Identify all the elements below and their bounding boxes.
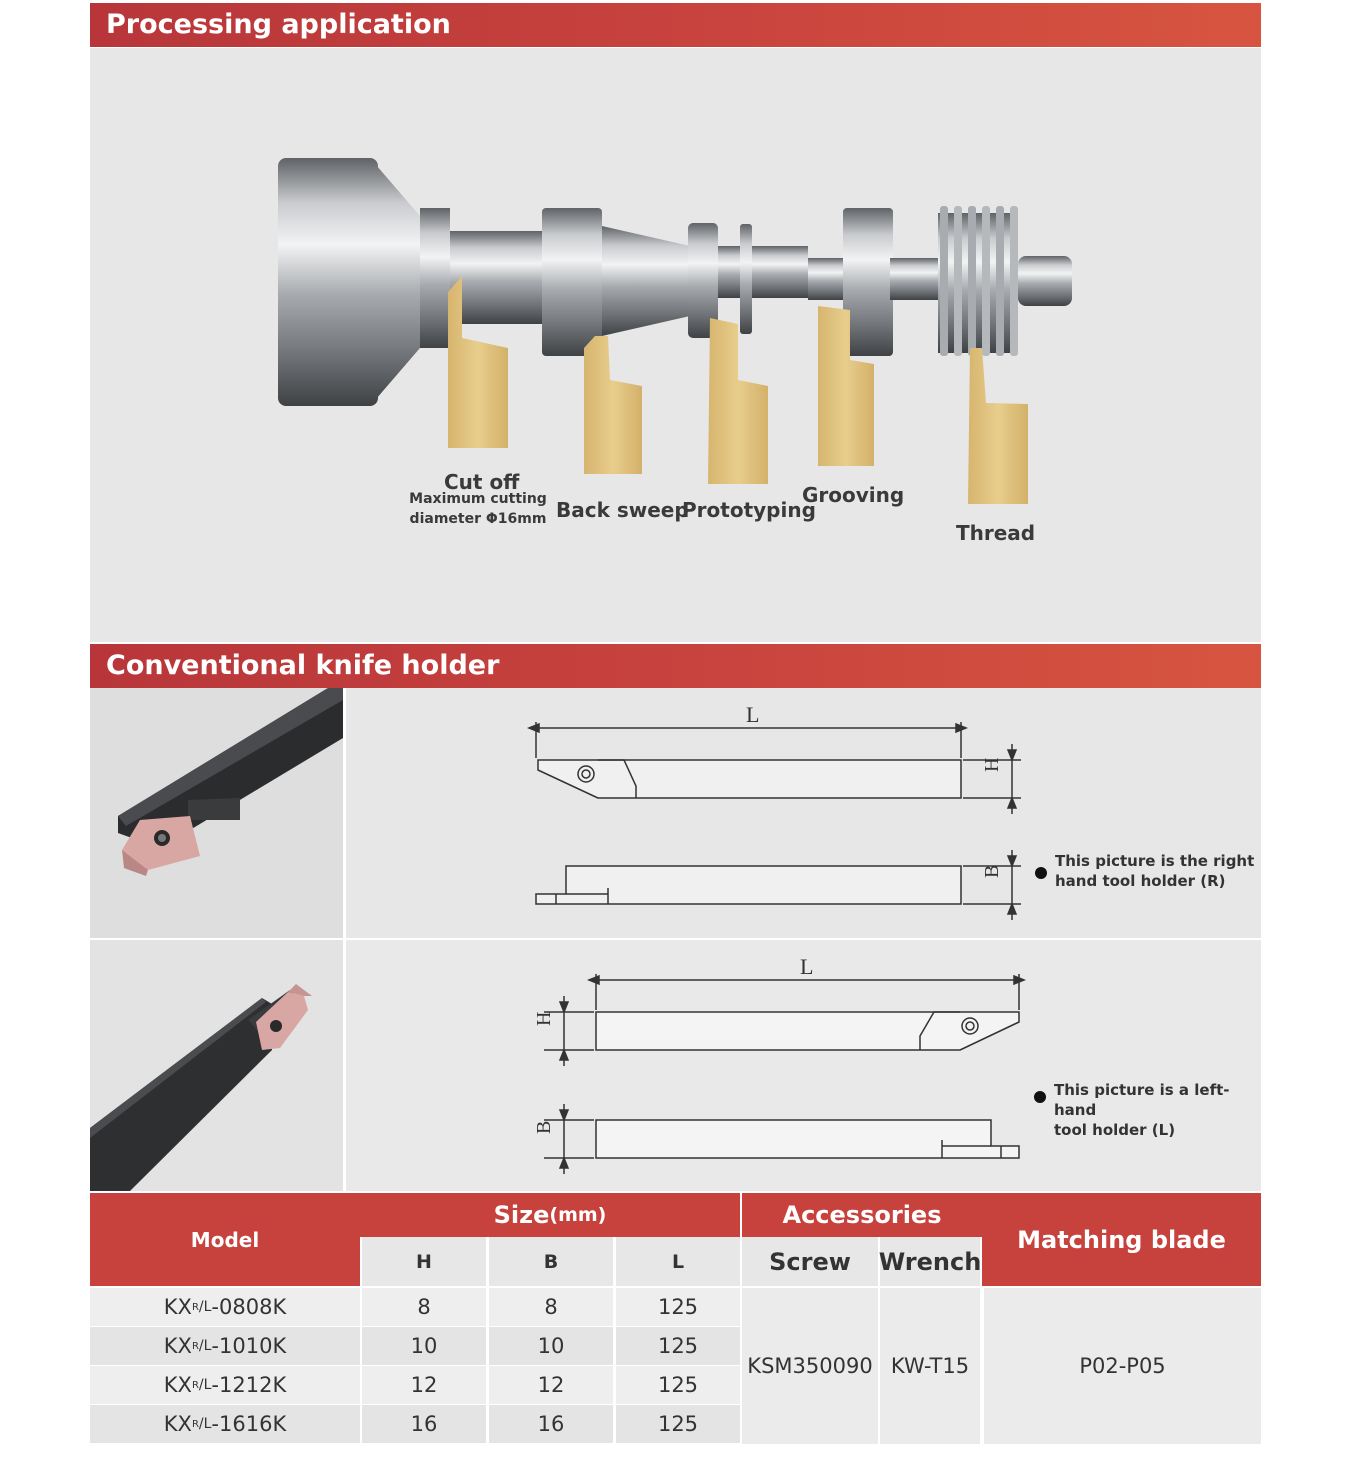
model-cell — [90, 1405, 360, 1443]
matching-blade-header: Matching blade — [982, 1193, 1261, 1286]
right-dim-b: B — [981, 864, 1003, 878]
right-note-bullet — [1035, 867, 1047, 879]
size-l-cell: 125 — [616, 1405, 740, 1443]
model-suffix: -1010K — [211, 1334, 287, 1358]
model-hand-sep: /L — [198, 1416, 212, 1432]
model-prefix: KX — [163, 1412, 192, 1436]
col-b-header: B — [489, 1237, 613, 1286]
size-header — [360, 1193, 740, 1237]
cut-off-note-line-2: diameter Φ16mm — [409, 511, 547, 527]
processing-illustration — [90, 48, 1261, 642]
left-note-line-1: This picture is a left-hand — [1054, 1081, 1230, 1119]
left-holder-note — [1054, 1080, 1261, 1140]
right-holder-diagram — [346, 688, 1261, 938]
left-dim-h: H — [533, 1011, 555, 1026]
left-note-bullet — [1034, 1091, 1046, 1103]
processing-application-title: Processing application — [90, 3, 1261, 47]
model-hand-sup: R — [191, 1418, 199, 1430]
cut-off-note — [408, 489, 548, 529]
right-note-line-1: This picture is the right — [1055, 852, 1255, 870]
size-h-cell: 16 — [362, 1405, 486, 1443]
model-hand-sup: R — [191, 1340, 199, 1352]
right-holder-drawing — [346, 688, 1261, 938]
size-header-unit: (mm) — [549, 1204, 607, 1226]
right-holder-photo — [90, 688, 343, 938]
size-l-cell: 125 — [616, 1366, 740, 1404]
left-holder-image — [90, 940, 343, 1191]
model-cell — [90, 1288, 360, 1326]
model-suffix: -1212K — [211, 1373, 287, 1397]
col-wrench-header: Wrench — [880, 1237, 980, 1286]
col-l-header: L — [616, 1237, 740, 1286]
grooving-label: Grooving — [802, 483, 905, 507]
model-hand-sup: R — [191, 1301, 199, 1313]
col-screw-header: Screw — [742, 1237, 878, 1286]
cut-off-label: Cut off — [444, 470, 520, 494]
right-dim-l: L — [746, 702, 760, 727]
accessories-header: Accessories — [742, 1193, 982, 1237]
size-b-cell: 10 — [489, 1327, 613, 1365]
model-prefix: KX — [163, 1295, 192, 1319]
left-note-line-2: tool holder (L) — [1054, 1121, 1176, 1139]
model-hand-sep: /L — [198, 1377, 212, 1393]
right-dim-h: H — [981, 757, 1003, 772]
size-header-label: Size — [493, 1201, 550, 1229]
right-holder-note — [1055, 851, 1254, 891]
size-l-cell: 125 — [616, 1288, 740, 1326]
back-sweep-label: Back sweep — [556, 498, 689, 522]
size-h-cell: 10 — [362, 1327, 486, 1365]
left-holder-drawing — [346, 940, 1261, 1191]
model-prefix: KX — [163, 1334, 192, 1358]
cut-off-note-line-1: Maximum cutting — [409, 491, 547, 507]
left-holder-diagram — [346, 940, 1261, 1191]
size-b-cell: 16 — [489, 1405, 613, 1443]
model-cell — [90, 1366, 360, 1404]
conventional-knife-holder-title: Conventional knife holder — [90, 644, 1261, 688]
left-dim-b: B — [533, 1120, 555, 1134]
model-suffix: -0808K — [211, 1295, 287, 1319]
model-suffix: -1616K — [211, 1412, 287, 1436]
model-header: Model — [90, 1193, 360, 1286]
col-h-header: H — [362, 1237, 486, 1286]
right-holder-image — [90, 688, 343, 938]
size-h-cell: 8 — [362, 1288, 486, 1326]
model-hand-sep: /L — [198, 1338, 212, 1354]
left-holder-photo — [90, 940, 343, 1191]
model-prefix: KX — [163, 1373, 192, 1397]
model-cell — [90, 1327, 360, 1365]
right-note-line-2: hand tool holder (R) — [1055, 872, 1226, 890]
thread-label: Thread — [956, 521, 1036, 545]
model-hand-sep: /L — [198, 1299, 212, 1315]
wrench-cell: KW-T15 — [880, 1288, 980, 1444]
model-hand-sup: R — [191, 1379, 199, 1391]
size-h-cell: 12 — [362, 1366, 486, 1404]
prototyping-label: Prototyping — [682, 498, 816, 522]
size-b-cell: 8 — [489, 1288, 613, 1326]
size-l-cell: 125 — [616, 1327, 740, 1365]
workpiece-drawing — [90, 48, 1261, 642]
size-b-cell: 12 — [489, 1366, 613, 1404]
screw-cell: KSM350090 — [742, 1288, 878, 1444]
matching-blade-cell: P02-P05 — [984, 1288, 1261, 1444]
left-dim-l: L — [800, 954, 814, 979]
